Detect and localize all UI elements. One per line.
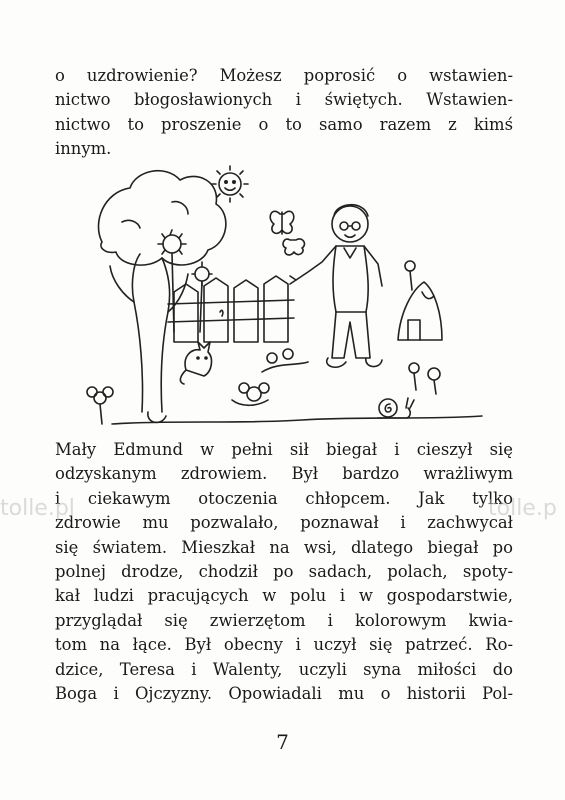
text-line: przyglądał się zwierzętom i kolorowym kwia- [55, 610, 513, 630]
ground-line [112, 416, 482, 424]
text-line: tom na łące. Był obecny i uczył się patrzeć. Ro- [55, 635, 513, 655]
text-line: dzice, Teresa i Walenty, uczyli syna miłości do [55, 659, 513, 679]
text-line: o uzdrowienie? Możesz poprosić o wstawien- [55, 66, 513, 85]
tree-icon [98, 171, 225, 423]
flowers-icon [87, 349, 440, 424]
snail-icon [378, 398, 414, 418]
text-line: polnej drodze, chodził po sadach, polach, spoty- [55, 562, 513, 582]
text-line: Mały Edmund w pełni sił biegał i cieszył się [55, 440, 513, 459]
page-number: 7 [276, 730, 289, 754]
text-line: zdrowie mu pozwalało, poznawał i zachwycał [55, 513, 513, 533]
butterfly-icon [270, 211, 304, 255]
text-line: nictwo błogosławionych i świętych. Wstawien- [55, 90, 513, 110]
text-line: Boga i Ojczyzny. Opowiadali mu o historii Pol- [55, 684, 513, 704]
flower-icon [405, 261, 415, 290]
boy-icon [290, 205, 382, 368]
text-line: się światem. Mieszkał na wsi, dlatego biegał po [55, 537, 513, 557]
text-line: innym. [55, 139, 112, 159]
sun-icon [212, 166, 248, 202]
text-line: i ciekawym otoczenia chłopcem. Jak tylko [55, 488, 513, 508]
text-line: nictwo to proszenie o to samo razem z kimś [55, 114, 513, 134]
watermark-right: tolle.p [488, 496, 557, 521]
bottom-paragraph [55, 438, 513, 706]
top-paragraph [55, 64, 513, 162]
stump-icon [398, 282, 442, 340]
cat-icon [180, 342, 211, 384]
watermark-left: tolle.pl [0, 496, 75, 521]
coloring-page-boy-garden-icon [82, 162, 492, 434]
text-line: odzyskanym zdrowiem. Był bardzo wrażliwym [55, 464, 513, 484]
text-line: kał ludzi pracujących w polu i w gospodarstwie, [55, 586, 513, 606]
fence-icon [168, 276, 294, 342]
